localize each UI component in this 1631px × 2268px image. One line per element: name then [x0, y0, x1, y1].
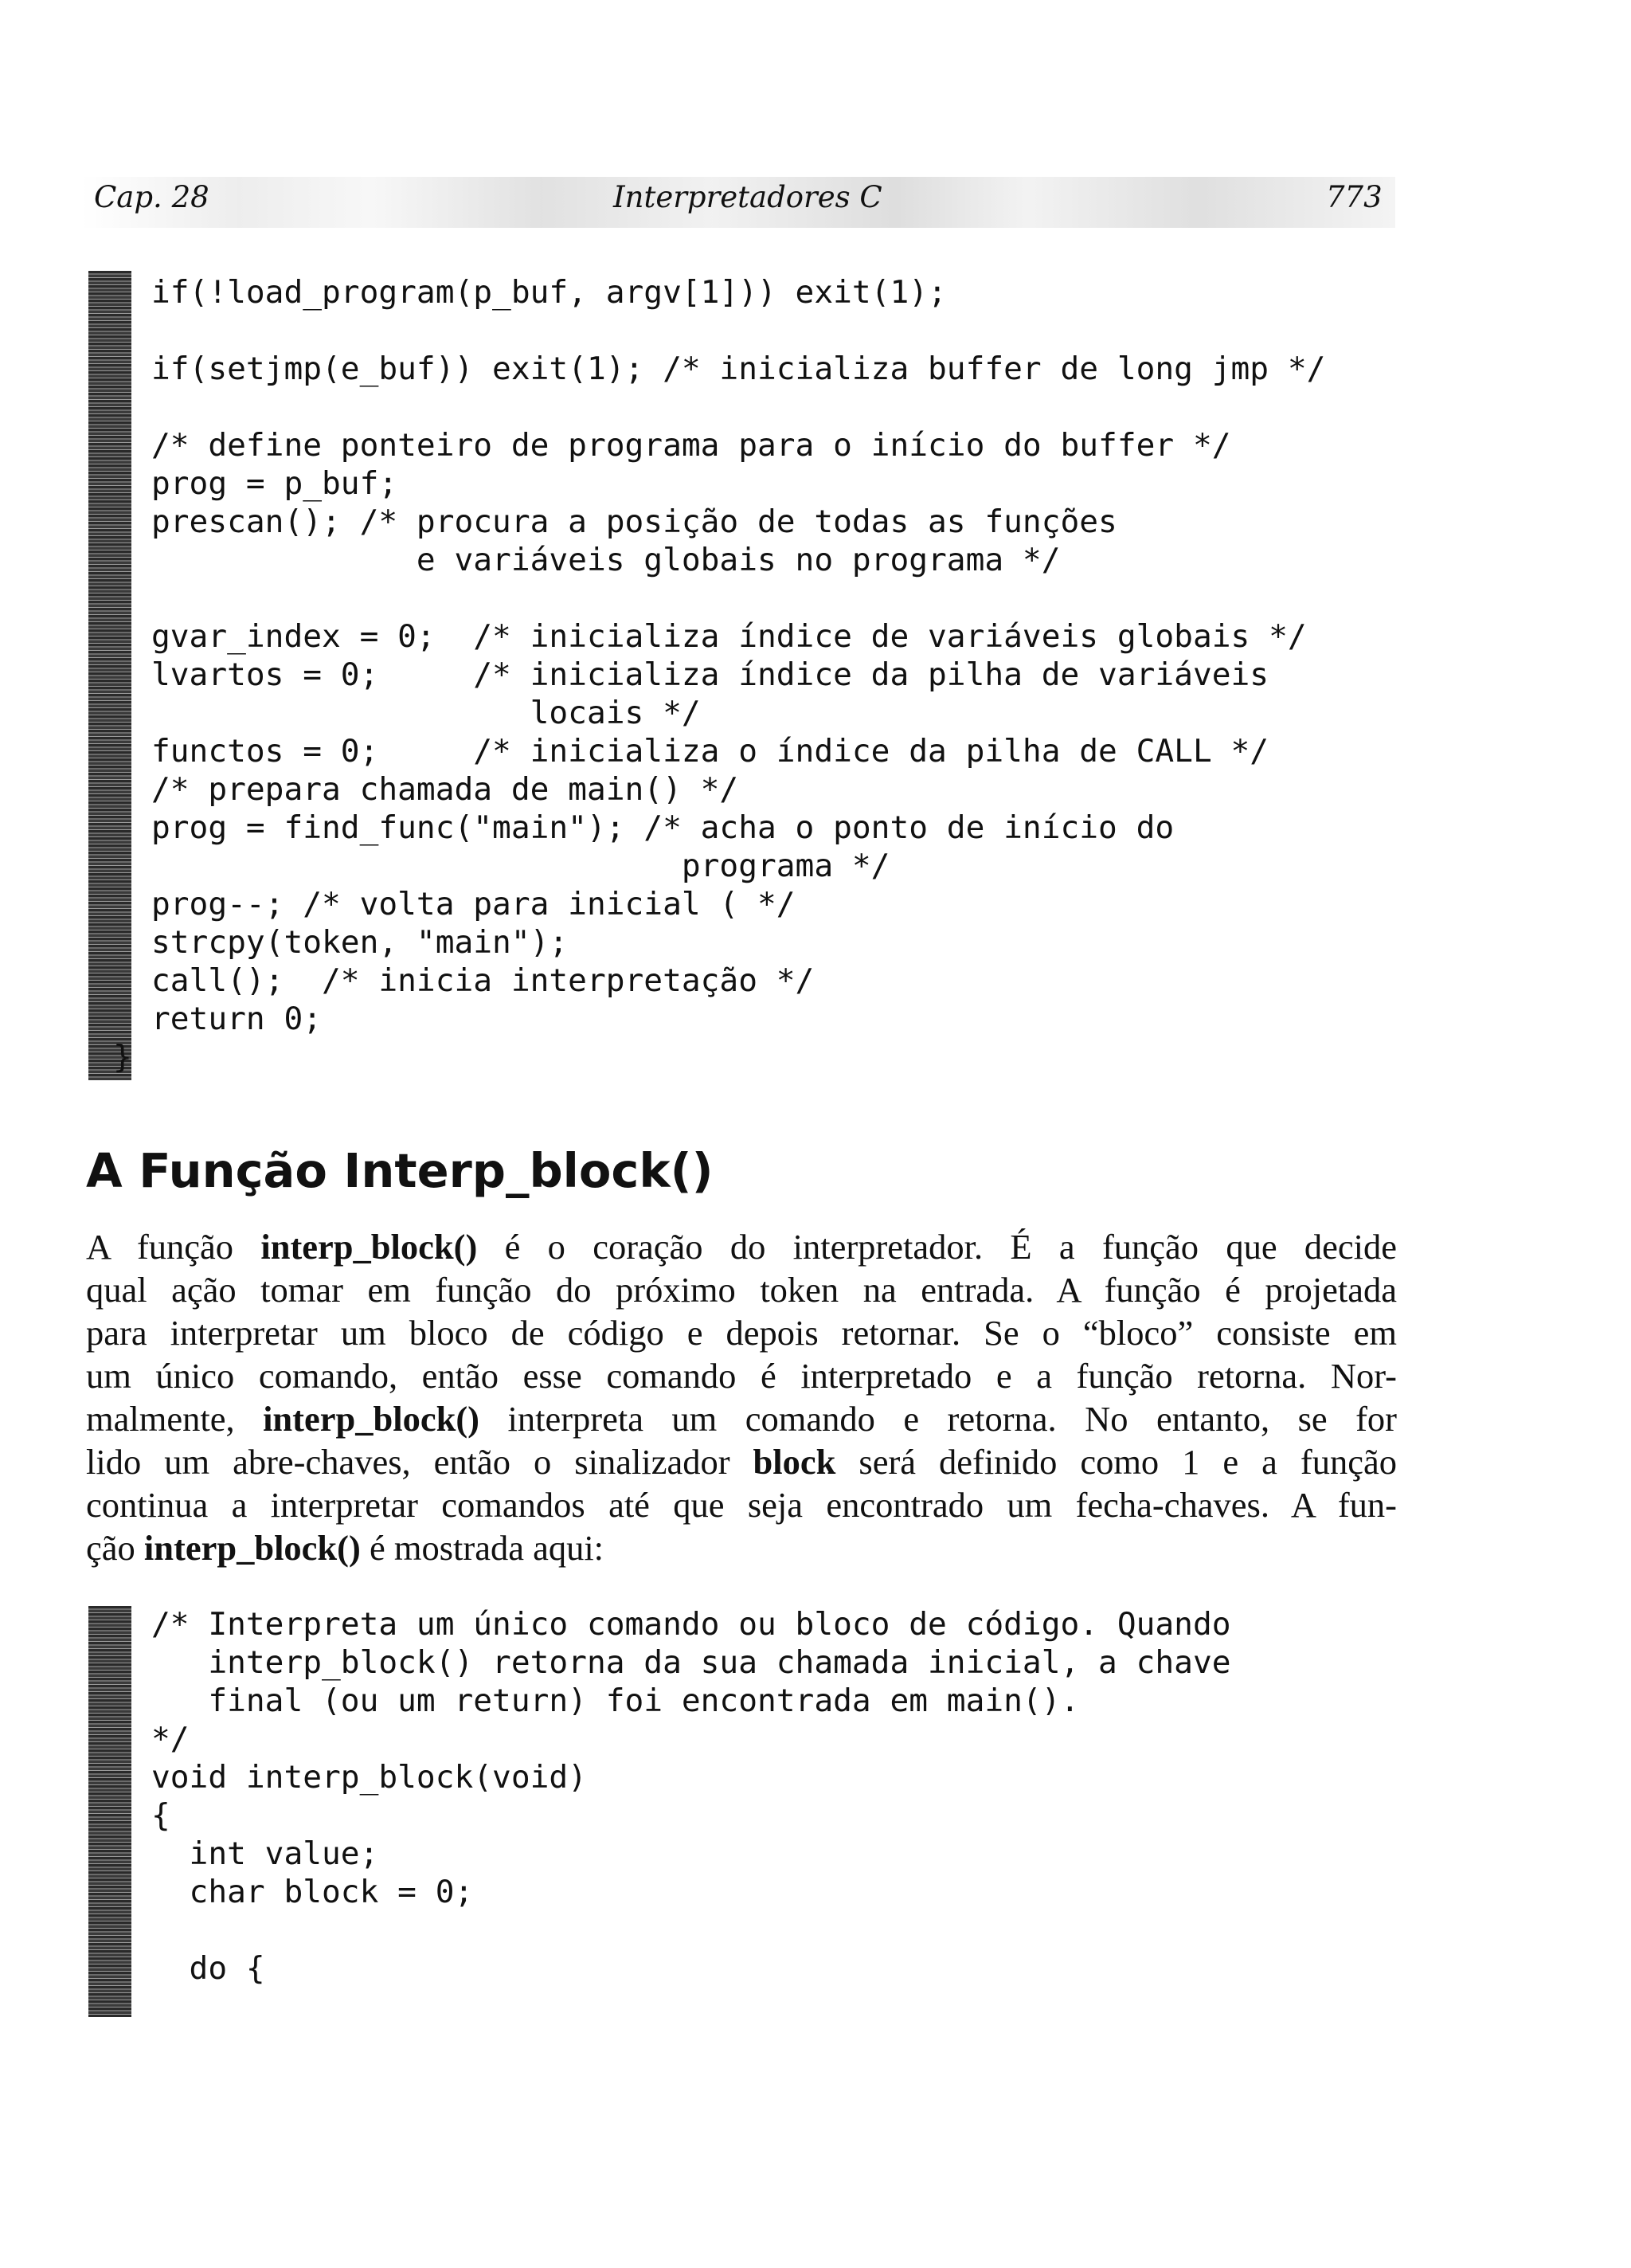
- code-line: e variáveis globais no programa */: [151, 542, 1061, 578]
- code-line: prog--; /* volta para inicial ( */: [151, 886, 796, 922]
- code-line: /* prepara chamada de main() */: [151, 771, 739, 808]
- paragraph-line: [86, 1397, 1397, 1440]
- code-line: programa */: [151, 848, 890, 884]
- paragraph-line: [86, 1225, 1397, 1268]
- text-run: continua a interpretar comandos até que seja encontrado um fecha-chaves. A fun-: [86, 1485, 1397, 1525]
- text-run: ção: [86, 1528, 144, 1568]
- code-line: locais */: [151, 695, 701, 731]
- body-paragraph: [86, 1225, 1397, 1569]
- page-number: 773: [1326, 180, 1383, 214]
- code-term: interp_block(): [263, 1399, 479, 1439]
- code-line: gvar_index = 0; /* inicializa índice de variáveis globais */: [151, 618, 1307, 655]
- text-run: para interpretar um bloco de código e depois retornar. Se o “bloco” consiste em: [86, 1313, 1397, 1353]
- code-line: char block = 0;: [151, 1874, 474, 1910]
- code-line: return 0;: [151, 1001, 323, 1037]
- paragraph-line: [86, 1483, 1397, 1526]
- text-run: A função: [86, 1227, 261, 1267]
- code-listing-main-end: [113, 273, 1326, 1076]
- code-line: [151, 311, 1325, 350]
- code-line: prescan(); /* procura a posição de todas as funções: [151, 503, 1117, 540]
- paragraph-line: [86, 1354, 1397, 1397]
- code-margin-bar: [88, 271, 131, 1080]
- code-line: /* define ponteiro de programa para o início do buffer */: [151, 427, 1231, 464]
- code-term: interp_block(): [143, 1528, 361, 1568]
- code-line: call(); /* inicia interpretação */: [151, 962, 815, 999]
- code-term: block: [753, 1442, 836, 1482]
- code-line: /* Interpreta um único comando ou bloco de código. Quando: [151, 1606, 1231, 1643]
- code-line: int value;: [151, 1835, 379, 1872]
- code-line: if(!load_program(p_buf, argv[1])) exit(1);: [151, 274, 947, 311]
- code-line: prog = find_func("main"); /* acha o ponto de início do: [151, 809, 1175, 846]
- code-line: [151, 1911, 1231, 1949]
- text-run: lido um abre-chaves, então o sinalizador: [86, 1442, 753, 1482]
- text-run: qual ação tomar em função do próximo token na entrada. A função é projetada: [86, 1270, 1397, 1310]
- paragraph-line: [86, 1268, 1397, 1311]
- running-title: Interpretadores C: [613, 180, 882, 214]
- code-line: strcpy(token, "main");: [151, 924, 569, 961]
- code-line: prog = p_buf;: [151, 465, 398, 502]
- code-line: [151, 579, 1325, 617]
- code-line: {: [151, 1797, 170, 1834]
- code-line: final (ou um return) foi encontrada em main().: [151, 1682, 1080, 1719]
- code-term: interp_block(): [260, 1227, 478, 1267]
- paragraph-line: [86, 1440, 1397, 1483]
- text-run: é o coração do interpretador. É a função que decide: [477, 1227, 1397, 1267]
- code-line: [151, 388, 1325, 426]
- text-run: interpreta um comando e retorna. No entanto, se for: [479, 1399, 1397, 1439]
- text-run: será definido como 1 e a função: [835, 1442, 1397, 1482]
- text-run: um único comando, então esse comando é interpretado e a função retorna. Nor-: [86, 1356, 1397, 1396]
- code-line: */: [151, 1721, 190, 1757]
- text-run: malmente,: [86, 1399, 264, 1439]
- code-line: lvartos = 0; /* inicializa índice da pilha de variáveis: [151, 656, 1269, 693]
- code-line: interp_block() retorna da sua chamada inicial, a chave: [151, 1644, 1231, 1681]
- paragraph-line: [86, 1526, 1397, 1569]
- chapter-label: Cap. 28: [94, 180, 209, 214]
- code-line: if(setjmp(e_buf)) exit(1); /* inicializa buffer de long jmp */: [151, 351, 1326, 387]
- paragraph-line: [86, 1311, 1397, 1354]
- code-listing-interp-block: [151, 1605, 1231, 1988]
- section-heading: A Função Interp_block(): [86, 1143, 714, 1198]
- text-run: é mostrada aqui:: [360, 1528, 604, 1568]
- code-line: void interp_block(void): [151, 1759, 587, 1796]
- code-line: do {: [151, 1950, 265, 1987]
- code-margin-bar: [88, 1606, 131, 2017]
- closing-brace: }: [113, 1039, 132, 1075]
- code-line: functos = 0; /* inicializa o índice da pilha de CALL */: [151, 733, 1269, 770]
